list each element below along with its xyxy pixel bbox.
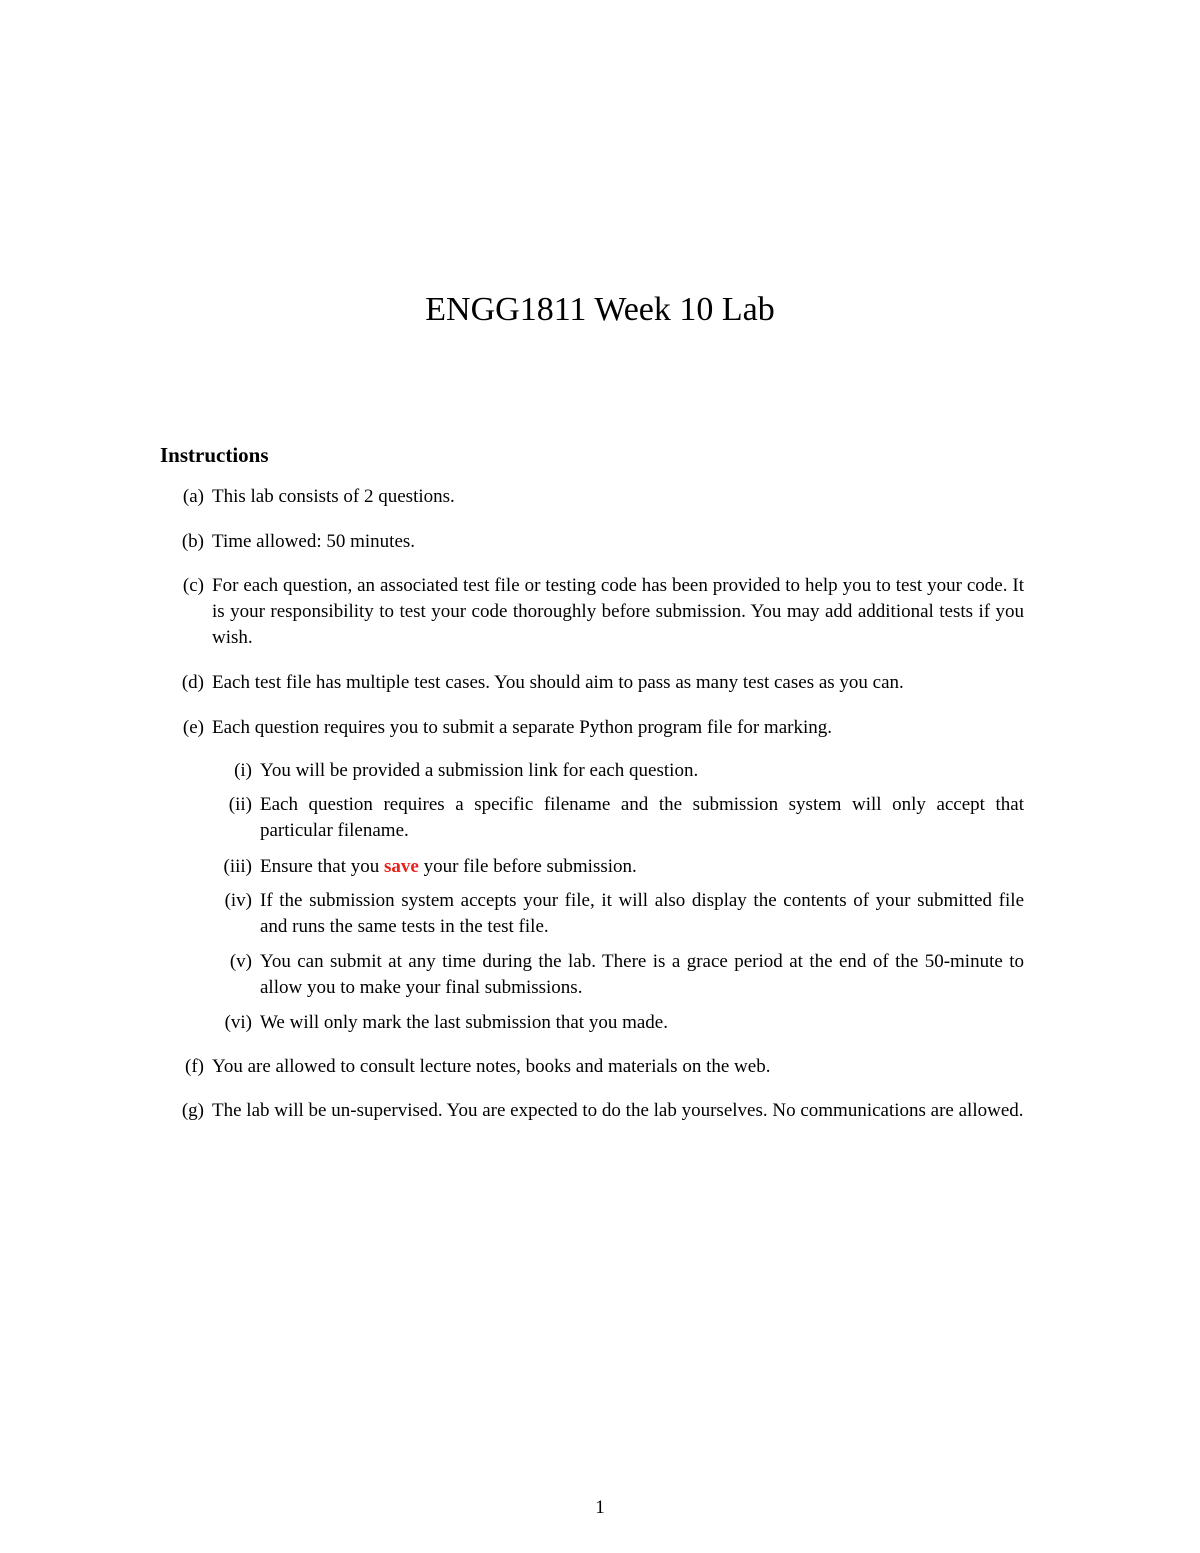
page-number: 1 [595,1497,605,1518]
sub-item-text: Each question requires a specific filename and the submission system will only accept that particular filename. [260,794,1024,841]
sub-item-label: (iv) [224,890,252,911]
sub-item-v [229,949,1024,1001]
list-item-label: (a) [182,486,204,507]
sub-item-label: (iii) [223,856,252,877]
sub-item-ii [228,792,1024,844]
list-item-a [182,484,1024,510]
sub-item-iii [223,854,1024,880]
list-item-text: This lab consists of 2 questions. [212,486,455,507]
list-item-label: (c) [182,575,204,596]
list-item-e [182,715,1024,741]
list-item-label: (e) [182,717,204,738]
sub-item-vi [224,1010,1024,1036]
sub-item-text: If the submission system accepts your file, it will also display the contents of your submitted file and runs the same tests in the test file. [260,890,1024,937]
list-item-label: (f) [185,1056,204,1077]
list-item-text: Each test file has multiple test cases. You should aim to pass as many test cases as you can. [212,672,904,693]
list-item-text: For each question, an associated test file or testing code has been provided to help you to test your code. It is your responsibility to test your code thoroughly before submission. You may add additional tests if you wish. [212,575,1024,648]
sub-item-text-before: Ensure that you [260,856,380,877]
sub-item-label: (i) [234,760,252,781]
sub-item-text-after: your file before submission. [423,856,637,877]
list-item-d [181,670,1024,696]
save-highlight: save [384,856,419,877]
section-heading: Instructions [160,443,269,467]
list-item-label: (b) [181,531,204,552]
sub-item-i [234,758,1024,784]
sub-item-text: We will only mark the last submission that you made. [260,1012,668,1033]
sub-item-label: (vi) [224,1012,252,1033]
page-title: ENGG1811 Week 10 Lab [425,291,775,328]
list-item-f [185,1054,1024,1080]
sub-item-iv [224,888,1024,940]
list-item-c [182,573,1024,651]
list-item-text: You are allowed to consult lecture notes, books and materials on the web. [212,1056,771,1077]
sub-item-text: You will be provided a submission link for each question. [260,760,699,781]
sub-item-label: (v) [229,951,252,972]
list-item-label: (g) [181,1100,204,1121]
sub-item-label: (ii) [228,794,252,815]
list-item-label: (d) [181,672,204,693]
list-item-g [181,1098,1024,1124]
list-item-text: The lab will be un-supervised. You are expected to do the lab yourselves. No communications are allowed. [212,1100,1024,1121]
list-item-b [181,529,1024,555]
list-item-text: Each question requires you to submit a separate Python program file for marking. [212,717,832,738]
sub-item-text: You can submit at any time during the lab. There is a grace period at the end of the 50-minute to allow you to make your final submissions. [260,951,1024,998]
list-item-text: Time allowed: 50 minutes. [212,531,416,552]
